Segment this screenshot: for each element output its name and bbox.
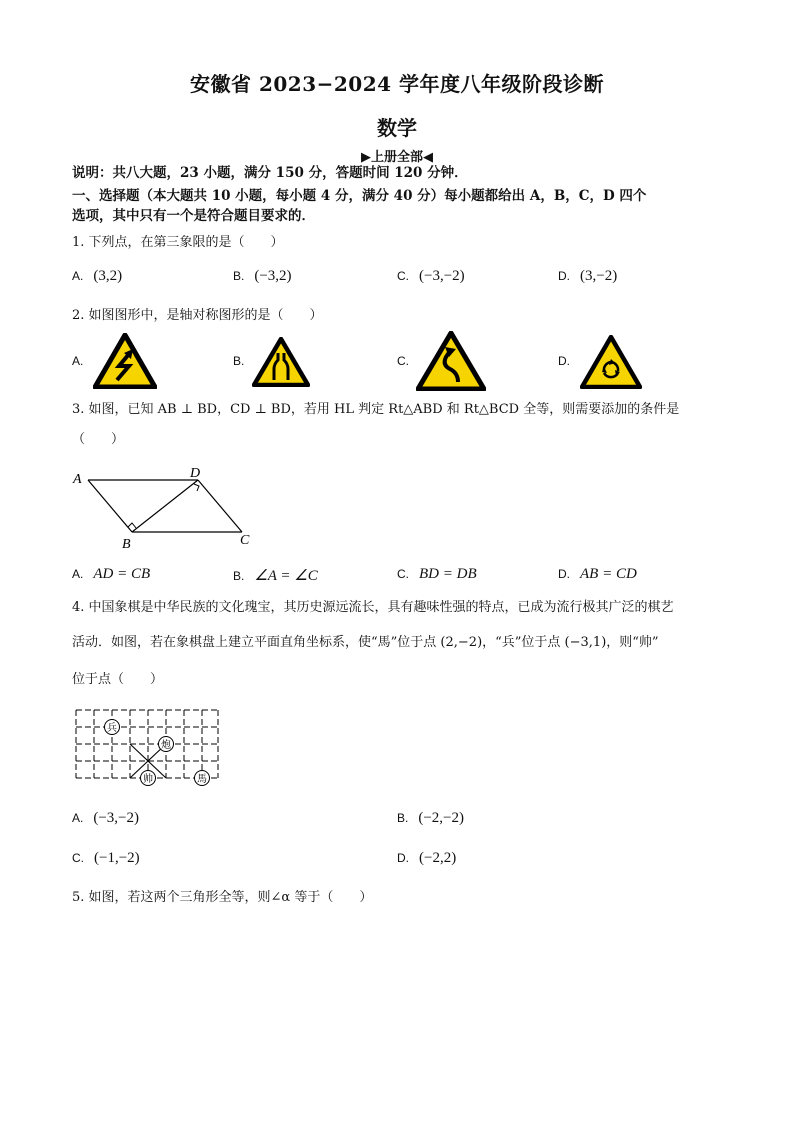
q3-option-d: D. AB = CD [558, 566, 637, 582]
question-4-stem-line2: 活动．如图，若在象棋盘上建立平面直角坐标系，使“馬”位于点 (2,−2)，“兵”位于点 (−3,1)，则“帅” [72, 635, 659, 650]
narrow-road-sign-icon [252, 337, 310, 387]
section-heading-line2: 选项，其中只有一个是符合题目要求的． [72, 208, 315, 224]
question-2-stem: 2. 如图图形中，是轴对称图形的是（ ） [72, 308, 323, 323]
q3-option-a: A. AD = CB [72, 566, 151, 582]
q2-option-b-label: B. [233, 354, 245, 368]
exam-title: 安徽省 2023−2024 学年度八年级阶段诊断 [189, 72, 604, 96]
q2-option-a-label: A. [72, 354, 84, 368]
q2-option-d-label: D. [558, 354, 570, 368]
exam-instructions: 说明：共八大题，23 小题，满分 150 分，答题时间 120 分钟． [72, 165, 468, 181]
roundabout-sign-icon [580, 335, 642, 389]
chess-board-figure [70, 702, 226, 788]
subject-title: 数学 [377, 116, 417, 140]
q1-option-d: D. (3,−2) [558, 268, 618, 284]
winding-road-sign-icon [416, 331, 486, 391]
q1-option-b: B. (−3,2) [233, 268, 292, 284]
q3-parallelogram-figure [70, 462, 260, 552]
question-4-stem-line1: 4. 中国象棋是中华民族的文化瑰宝，其历史源远流长，具有趣味性强的特点，已成为流行极其广泛的棋艺 [72, 600, 674, 615]
question-4-stem-line3: 位于点（ ） [72, 672, 164, 687]
q3-option-b: B. ∠A = ∠C [233, 568, 318, 584]
sharp-turn-sign-icon [93, 333, 157, 389]
piece-pao [159, 737, 174, 752]
q2-option-c-label: C. [397, 354, 409, 368]
question-5-stem: 5. 如图，若这两个三角形全等，则∠α 等于（ ） [72, 890, 373, 905]
q3-option-c: C. BD = DB [397, 566, 477, 582]
point-b-label: B [122, 537, 131, 552]
question-1-stem: 1. 下列点，在第三象限的是（ ） [72, 235, 284, 250]
question-3-stem-line2: （ ） [72, 432, 125, 447]
q1-option-c: C. (−3,−2) [397, 268, 465, 284]
section-heading-line1: 一、选择题（本大题共 10 小题，每小题 4 分，满分 40 分）每小题都给出 A，B，C，D 四个 [72, 188, 647, 204]
scope-label: ▶上册全部◀ [361, 150, 433, 165]
q1-option-a: A. (3,2) [72, 268, 123, 284]
q4-option-b: B. (−2,−2) [397, 810, 465, 826]
q4-option-d: D. (−2,2) [397, 850, 457, 866]
q4-option-c: C. (−1,−2) [72, 850, 140, 866]
svg-text:馬: 馬 [197, 774, 207, 785]
svg-text:兵: 兵 [107, 723, 117, 734]
point-c-label: C [240, 533, 250, 548]
point-a-label: A [73, 472, 82, 487]
piece-bing [105, 720, 120, 735]
svg-text:炮: 炮 [161, 740, 171, 751]
point-d-label: D [190, 466, 201, 481]
svg-text:帅: 帅 [143, 774, 153, 785]
q4-option-a: A. (−3,−2) [72, 810, 140, 826]
piece-ma [195, 771, 210, 786]
piece-shuai [141, 771, 156, 786]
question-3-stem-line1: 3. 如图，已知 AB ⊥ BD，CD ⊥ BD，若用 HL 判定 Rt△ABD 和 Rt△BCD 全等，则需要添加的条件是 [72, 402, 680, 417]
